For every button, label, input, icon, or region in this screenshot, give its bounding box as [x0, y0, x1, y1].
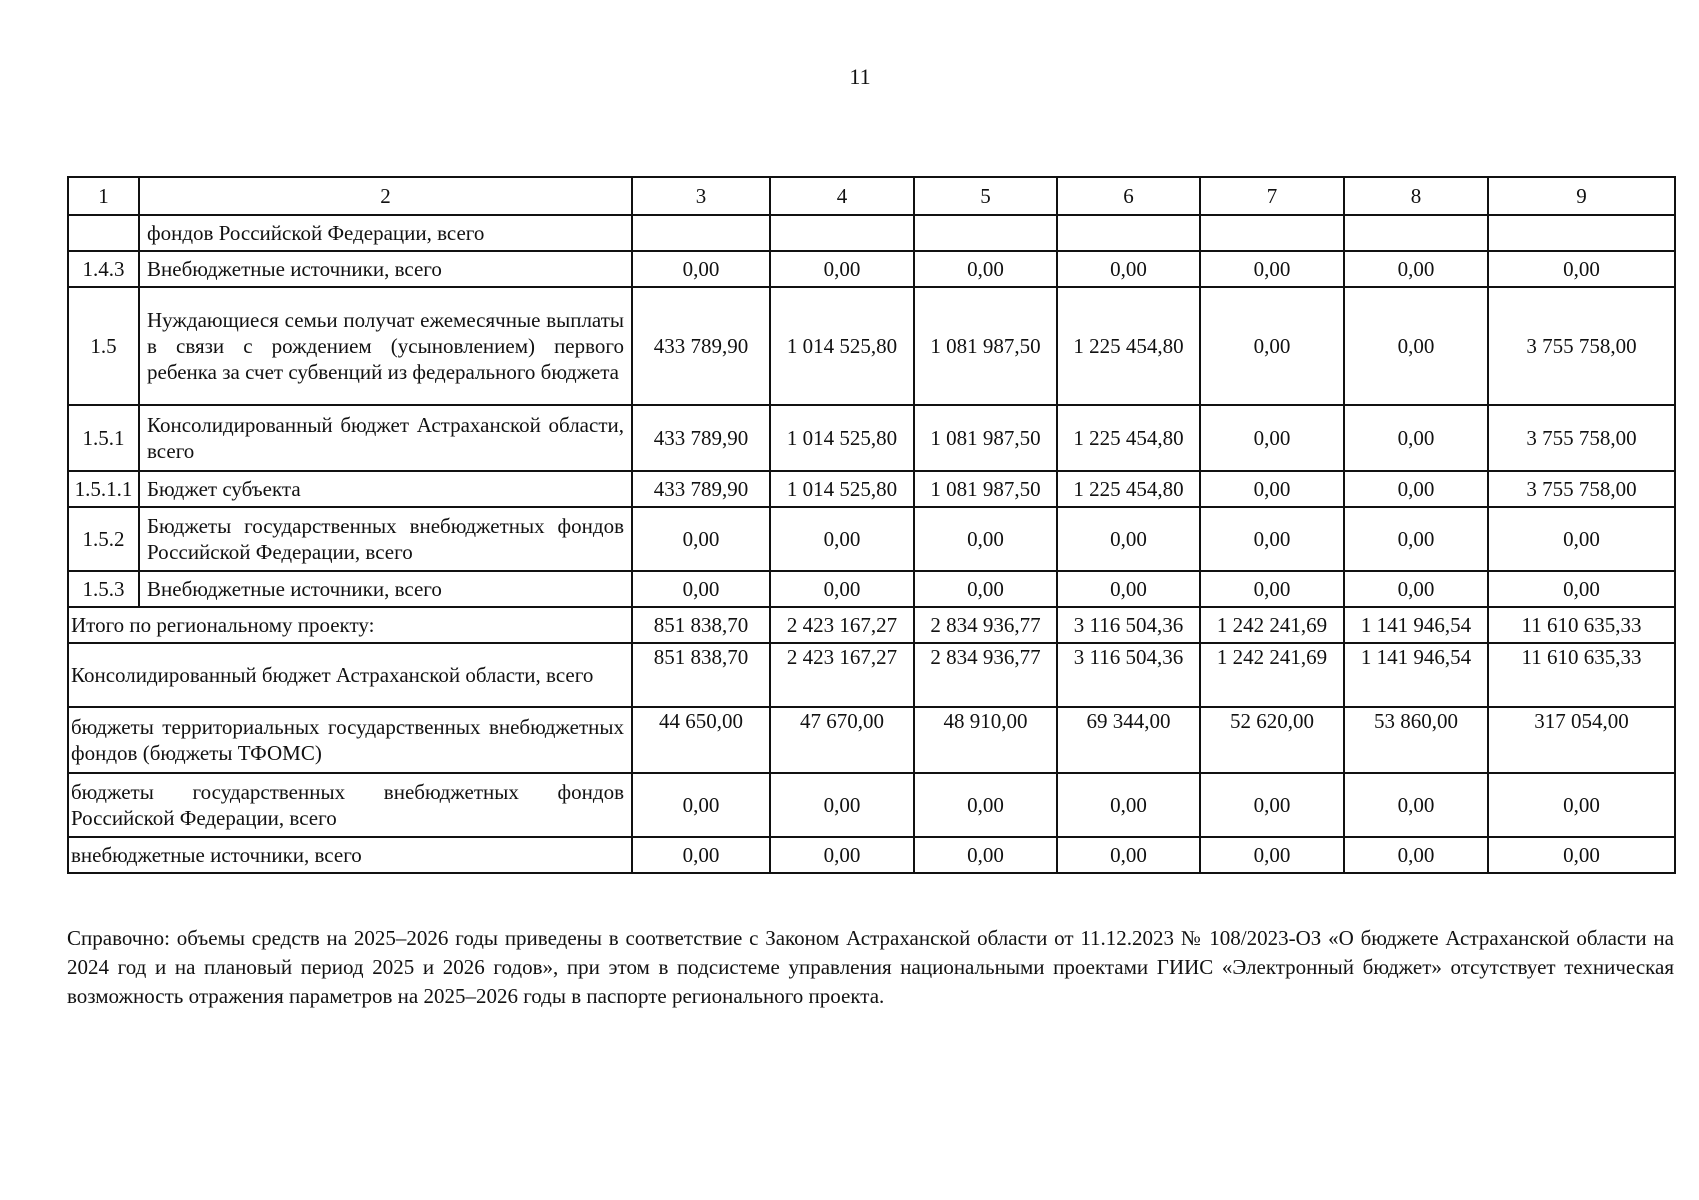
value-cell — [632, 215, 770, 251]
value-cell: 433 789,90 — [632, 287, 770, 405]
value-cell: 1 225 454,80 — [1057, 405, 1200, 471]
value-cell — [1488, 215, 1675, 251]
summary-label: Консолидированный бюджет Астраханской области, всего — [68, 643, 632, 707]
value-cell: 0,00 — [1200, 287, 1344, 405]
value-cell: 0,00 — [1344, 405, 1488, 471]
header-cell: 2 — [139, 177, 632, 215]
value-cell: 1 081 987,50 — [914, 405, 1057, 471]
value-cell: 0,00 — [770, 571, 914, 607]
value-cell: 1 225 454,80 — [1057, 471, 1200, 507]
value-cell: 0,00 — [1200, 251, 1344, 287]
value-cell: 0,00 — [770, 773, 914, 837]
value-cell: 0,00 — [632, 251, 770, 287]
value-cell: 0,00 — [1200, 507, 1344, 571]
value-cell: 1 014 525,80 — [770, 471, 914, 507]
row-code: 1.5.2 — [68, 507, 139, 571]
row-description: Консолидированный бюджет Астраханской области, всего — [139, 405, 632, 471]
value-cell: 0,00 — [1057, 251, 1200, 287]
table-row — [68, 471, 1675, 507]
value-cell: 0,00 — [914, 837, 1057, 873]
summary-row — [68, 837, 1675, 873]
value-cell: 0,00 — [1200, 571, 1344, 607]
budget-table — [67, 176, 1676, 874]
value-cell: 0,00 — [1344, 773, 1488, 837]
value-cell: 2 423 167,27 — [770, 607, 914, 643]
value-cell: 1 081 987,50 — [914, 471, 1057, 507]
row-code: 1.4.3 — [68, 251, 139, 287]
row-code: 1.5.1 — [68, 405, 139, 471]
value-cell: 0,00 — [1488, 773, 1675, 837]
value-cell: 3 116 504,36 — [1057, 643, 1200, 707]
value-cell: 0,00 — [1200, 471, 1344, 507]
header-cell: 1 — [68, 177, 139, 215]
value-cell: 2 423 167,27 — [770, 643, 914, 707]
value-cell: 1 242 241,69 — [1200, 643, 1344, 707]
table-row — [68, 287, 1675, 405]
value-cell: 0,00 — [1057, 837, 1200, 873]
reference-note: Справочно: объемы средств на 2025–2026 годы приведены в соответствие с Законом Астраханской области от 11.12.2023 № 108/2023-ОЗ «О бюджете Астраханской области на 2024 год и на плановый период 2025 и 2026 годов», при этом в подсистеме управления национальными проектами ГИИС «Электронный бюджет» отсутствует техническая возможность отражения параметров на 2025–2026 годы в паспорте регионального проекта. — [67, 926, 1674, 1008]
row-description: Бюджеты государственных внебюджетных фондов Российской Федерации, всего — [139, 507, 632, 571]
summary-row — [68, 707, 1675, 773]
table-row — [68, 215, 1675, 251]
value-cell: 0,00 — [632, 837, 770, 873]
summary-label: бюджеты территориальных государственных внебюджетных фондов (бюджеты ТФОМС) — [68, 707, 632, 773]
row-code: 1.5.1.1 — [68, 471, 139, 507]
value-cell: 0,00 — [1488, 251, 1675, 287]
value-cell: 433 789,90 — [632, 471, 770, 507]
table-header-row — [68, 177, 1675, 215]
value-cell: 0,00 — [632, 507, 770, 571]
value-cell — [1057, 215, 1200, 251]
value-cell: 0,00 — [1200, 405, 1344, 471]
value-cell: 53 860,00 — [1344, 707, 1488, 773]
value-cell: 0,00 — [770, 837, 914, 873]
value-cell: 0,00 — [632, 773, 770, 837]
value-cell: 1 014 525,80 — [770, 405, 914, 471]
header-cell: 3 — [632, 177, 770, 215]
value-cell: 0,00 — [1057, 773, 1200, 837]
value-cell: 1 141 946,54 — [1344, 643, 1488, 707]
value-cell: 52 620,00 — [1200, 707, 1344, 773]
summary-row — [68, 773, 1675, 837]
table-row — [68, 507, 1675, 571]
header-cell: 5 — [914, 177, 1057, 215]
header-cell: 6 — [1057, 177, 1200, 215]
header-cell: 7 — [1200, 177, 1344, 215]
value-cell: 1 081 987,50 — [914, 287, 1057, 405]
row-description: Внебюджетные источники, всего — [139, 251, 632, 287]
value-cell: 0,00 — [1200, 773, 1344, 837]
summary-row — [68, 643, 1675, 707]
value-cell: 0,00 — [1344, 571, 1488, 607]
value-cell: 48 910,00 — [914, 707, 1057, 773]
value-cell: 2 834 936,77 — [914, 643, 1057, 707]
value-cell: 0,00 — [770, 251, 914, 287]
value-cell: 1 014 525,80 — [770, 287, 914, 405]
value-cell: 69 344,00 — [1057, 707, 1200, 773]
value-cell: 0,00 — [632, 571, 770, 607]
value-cell — [1200, 215, 1344, 251]
row-description: фондов Российской Федерации, всего — [139, 215, 632, 251]
row-description: Бюджет субъекта — [139, 471, 632, 507]
value-cell: 0,00 — [1488, 837, 1675, 873]
value-cell: 2 834 936,77 — [914, 607, 1057, 643]
value-cell: 851 838,70 — [632, 607, 770, 643]
row-code — [68, 215, 139, 251]
header-cell: 8 — [1344, 177, 1488, 215]
value-cell: 0,00 — [770, 507, 914, 571]
summary-label: внебюджетные источники, всего — [68, 837, 632, 873]
summary-row — [68, 607, 1675, 643]
value-cell: 0,00 — [1057, 507, 1200, 571]
value-cell: 0,00 — [914, 507, 1057, 571]
value-cell: 0,00 — [1344, 837, 1488, 873]
value-cell: 44 650,00 — [632, 707, 770, 773]
value-cell: 0,00 — [1344, 507, 1488, 571]
header-cell: 4 — [770, 177, 914, 215]
row-description: Внебюджетные источники, всего — [139, 571, 632, 607]
table-row — [68, 405, 1675, 471]
value-cell — [770, 215, 914, 251]
value-cell: 1 141 946,54 — [1344, 607, 1488, 643]
value-cell: 0,00 — [914, 773, 1057, 837]
value-cell: 3 116 504,36 — [1057, 607, 1200, 643]
value-cell: 1 242 241,69 — [1200, 607, 1344, 643]
value-cell: 0,00 — [1200, 837, 1344, 873]
value-cell: 0,00 — [1344, 251, 1488, 287]
table-row — [68, 571, 1675, 607]
table-row — [68, 251, 1675, 287]
value-cell: 433 789,90 — [632, 405, 770, 471]
summary-label: Итого по региональному проекту: — [68, 607, 632, 643]
value-cell: 11 610 635,33 — [1488, 607, 1675, 643]
value-cell: 0,00 — [1488, 571, 1675, 607]
row-code: 1.5 — [68, 287, 139, 405]
summary-label: бюджеты государственных внебюджетных фондов Российской Федерации, всего — [68, 773, 632, 837]
value-cell: 3 755 758,00 — [1488, 287, 1675, 405]
value-cell: 0,00 — [1488, 507, 1675, 571]
value-cell: 0,00 — [914, 571, 1057, 607]
page-number: 11 — [849, 64, 871, 89]
value-cell: 3 755 758,00 — [1488, 405, 1675, 471]
value-cell — [914, 215, 1057, 251]
value-cell: 1 225 454,80 — [1057, 287, 1200, 405]
value-cell: 0,00 — [914, 251, 1057, 287]
value-cell: 0,00 — [1344, 287, 1488, 405]
row-code: 1.5.3 — [68, 571, 139, 607]
value-cell: 47 670,00 — [770, 707, 914, 773]
value-cell: 851 838,70 — [632, 643, 770, 707]
value-cell: 0,00 — [1057, 571, 1200, 607]
value-cell: 3 755 758,00 — [1488, 471, 1675, 507]
header-cell: 9 — [1488, 177, 1675, 215]
value-cell: 0,00 — [1344, 471, 1488, 507]
value-cell: 11 610 635,33 — [1488, 643, 1675, 707]
value-cell — [1344, 215, 1488, 251]
row-description: Нуждающиеся семьи получат ежемесячные выплаты в связи с рождением (усыновлением) первого ребенка за счет субвенций из федерального бюджета — [139, 287, 632, 405]
value-cell: 317 054,00 — [1488, 707, 1675, 773]
